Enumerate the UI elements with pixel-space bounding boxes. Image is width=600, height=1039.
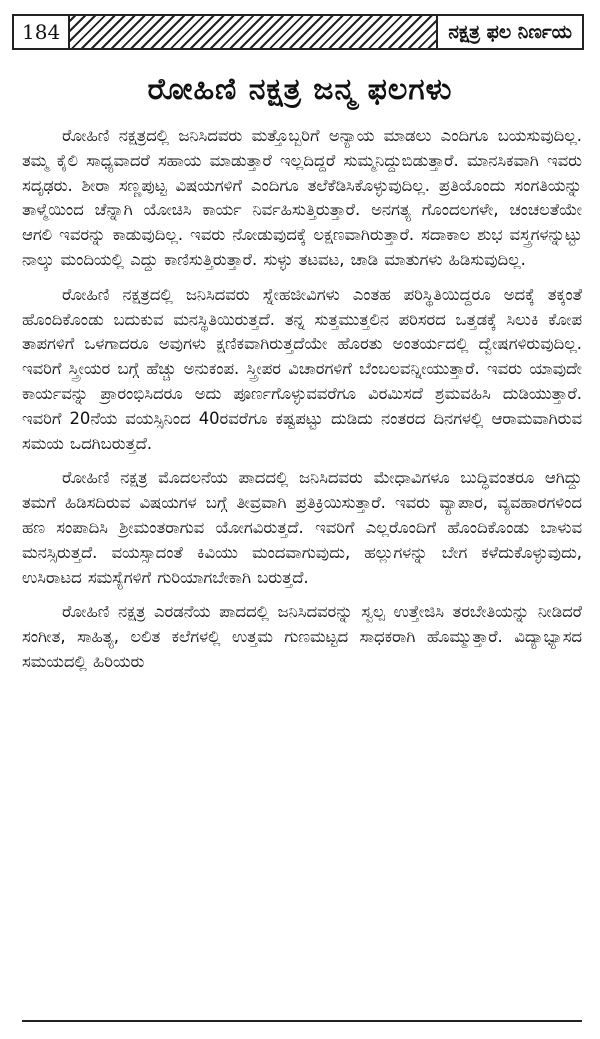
page-number: 184 [14, 16, 70, 48]
paragraph: ರೋಹಿಣಿ ನಕ್ಷತ್ರ ಮೊದಲನೆಯ ಪಾದದಲ್ಲಿ ಜನಿಸಿದವರು ಮೇಧಾವಿಗಳೂ ಬುದ್ಧಿವಂತರೂ ಆಗಿದ್ದು ತಮಗೆ ಹಿಡಿಸದಿರುವ ವಿಷಯಗಳ ಬಗ್ಗೆ ತೀವ್ರವಾಗಿ ಪ್ರತಿಕ್ರಿಯಿಸುತ್ತಾರೆ. ಇವರು ವ್ಯಾಪಾರ, ವ್ಯವಹಾರಗಳಿಂದ ಹಣ ಸಂಪಾದಿಸಿ ಶ್ರೀಮಂತರಾಗುವ ಯೋಗವಿರುತ್ತದೆ. ಇವರಿಗೆ ಎಲ್ಲರೊಂದಿಗೆ ಹೊಂದಿಕೊಂಡು ಬಾಳುವ ಮನಸ್ಸಿರುತ್ತದೆ. ವಯಸ್ಸಾದಂತೆ ಕಿವಿಯು ಮಂದವಾಗುವುದು, ಹಲ್ಲುಗಳನ್ನು ಬೇಗ ಕಳೆದುಕೊಳ್ಳುವುದು, ಉಸಿರಾಟದ ಸಮಸ್ಯೆಗಳಿಗೆ ಗುರಿಯಾಗಬೇಕಾಗಿ ಬರುತ್ತದೆ. [22, 468, 582, 587]
chapter-title: ರೋಹಿಣಿ ನಕ್ಷತ್ರ ಜನ್ಮ ಫಲಗಳು [147, 72, 453, 107]
header-hatch-decoration [70, 16, 436, 48]
paragraph: ರೋಹಿಣಿ ನಕ್ಷತ್ರ ಎರಡನೆಯ ಪಾದದಲ್ಲಿ ಜನಿಸಿದವರನ್ನು ಸ್ವಲ್ಪ ಉತ್ತೇಜಿಸಿ ತರಬೇತಿಯನ್ನು ನೀಡಿದರೆ ಸಂಗೀತ, ಸಾಹಿತ್ಯ, ಲಲಿತ ಕಲೆಗಳಲ್ಲಿ ಉತ್ತಮ ಗುಣಮಟ್ಟದ ಸಾಧಕರಾಗಿ ಹೊಮ್ಮುತ್ತಾರೆ. ವಿದ್ಯಾಭ್ಯಾಸದ ಸಮಯದಲ್ಲಿ ಹಿರಿಯರು [22, 602, 582, 671]
footer-rule [22, 1020, 582, 1022]
paragraph: ರೋಹಿಣಿ ನಕ್ಷತ್ರದಲ್ಲಿ ಜನಿಸಿದವರು ಮತ್ತೊಬ್ಬರಿಗೆ ಅನ್ಯಾಯ ಮಾಡಲು ಎಂದಿಗೂ ಬಯಸುವುದಿಲ್ಲ. ತಮ್ಮ ಕೈಲಿ ಸಾಧ್ಯವಾದರೆ ಸಹಾಯ ಮಾಡುತ್ತಾರೆ ಇಲ್ಲದಿದ್ದರೆ ಸುಮ್ಮನಿದ್ದುಬಿಡುತ್ತಾರೆ. ಮಾನಸಿಕವಾಗಿ ಇವರು ಸದೃಢರು. ಶೀರಾ ಸಣ್ಣಪುಟ್ಟ ವಿಷಯಗಳಿಗೆ ಎಂದಿಗೂ ತಲೆಕೆಡಿಸಿಕೊಳ್ಳುವುದಿಲ್ಲ. ಪ್ರತಿಯೊಂದು ಸಂಗತಿಯನ್ನು ತಾಳ್ಮೆಯಿಂದ ಚೆನ್ನಾಗಿ ಯೋಚಿಸಿ ಕಾರ್ಯ ನಿರ್ವಹಿಸುತ್ತಿರುತ್ತಾರೆ. ಅನಗತ್ಯ ಗೊಂದಲಗಳೇ, ಚಂಚಲತೆಯೇ ಆಗಲಿ ಇವರನ್ನು ಕಾಡುವುದಿಲ್ಲ. ಇವರು ನೋಡುವುದಕ್ಕೆ ಲಕ್ಷಣವಾಗಿರುತ್ತಾರೆ. ಸದಾಕಾಲ ಶುಭ ವಸ್ತ್ರಗಳನ್ನುಟ್ಟು ನಾಲ್ಕು ಮಂದಿಯಲ್ಲಿ ಎದ್ದು ಕಾಣಿಸುತ್ತಿರುತ್ತಾರೆ. ಸುಳ್ಳು ತಟವಟ, ಚಾಡಿ ಮಾತುಗಳು ಹಿಡಿಸುವುದಿಲ್ಲ. [22, 126, 582, 269]
running-title: ನಕ್ಷತ್ರ ಫಲ ನಿರ್ಣಯ [436, 16, 582, 48]
paragraph: ರೋಹಿಣಿ ನಕ್ಷತ್ರದಲ್ಲಿ ಜನಿಸಿದವರು ಸ್ನೇಹಜೀವಿಗಳು ಎಂತಹ ಪರಿಸ್ಥಿತಿಯಿದ್ದರೂ ಅದಕ್ಕೆ ತಕ್ಕಂತೆ ಹೊಂದಿಕೊಂಡು ಬದುಕುವ ಮನಸ್ಥಿತಿಯಿರುತ್ತದೆ. ತನ್ನ ಸುತ್ತಮುತ್ತಲಿನ ಪರಿಸರದ ಒತ್ತಡಕ್ಕೆ ಸಿಲುಕಿ ಕೋಪ ತಾಪಗಳಿಗೆ ಒಳಗಾದರೂ ಅವುಗಳು ಕ್ಷಣಿಕವಾಗಿರುತ್ತದೆಯೇ ಹೊರತು ಅಂತರ್ಯದಲ್ಲಿ ದ್ವೇಷಗಳಿರುವುದಿಲ್ಲ. ಇವರಿಗೆ ಸ್ತ್ರೀಯರ ಬಗ್ಗೆ ಹೆಚ್ಚು ಅನುಕಂಪ. ಸ್ತ್ರೀಪರ ವಿಚಾರಗಳಿಗೆ ಬೆಂಬಲವನ್ನೀಯುತ್ತಾರೆ. ಇವರು ಯಾವುದೇ ಕಾರ್ಯವನ್ನು ಪ್ರಾರಂಭಿಸಿದರೂ ಅದು ಪೂರ್ಣಗೊಳ್ಳುವವರೆಗೂ ವಿರಮಿಸದೆ ಶ್ರಮವಹಿಸಿ ದುಡಿಯುತ್ತಾರೆ. ಇವರಿಗೆ 20ನೆಯ ವಯಸ್ಸಿನಿಂದ 40ರವರೆಗೂ ಕಷ್ಟಪಟ್ಟು ದುಡಿದು ನಂತರದ ದಿನಗಳಲ್ಲಿ ಆರಾಮವಾಗಿರುವ ಸಮಯ ಒದಗಿಬರುತ್ತದೆ. [22, 284, 582, 453]
body-text [22, 124, 582, 685]
page-header [12, 14, 584, 50]
